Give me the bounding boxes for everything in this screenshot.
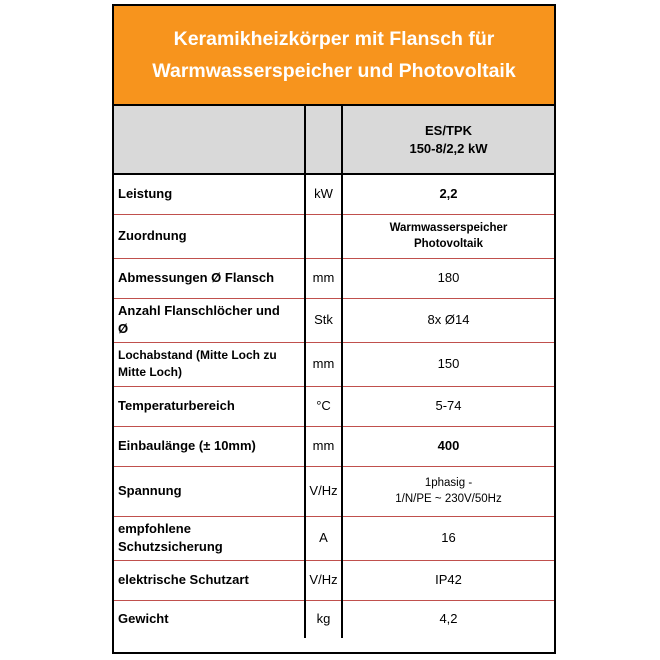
row-label	[114, 342, 305, 386]
row-value: 4,2	[439, 611, 458, 627]
row-unit: mm	[305, 426, 342, 466]
table-row	[114, 516, 554, 560]
row-value	[342, 466, 554, 516]
value-line: Photovoltaik	[413, 238, 483, 250]
row-unit: mm	[305, 258, 342, 298]
table-row	[114, 466, 554, 516]
row-label	[114, 298, 305, 342]
row-unit	[305, 214, 342, 258]
model-variant: 150-8/2,2 kW	[409, 140, 488, 156]
value-line: Warmwasserspeicher	[389, 222, 508, 234]
table-header-row	[114, 106, 554, 174]
header-unit-cell	[305, 106, 342, 174]
spec-table	[114, 106, 554, 638]
label-line: Lochabstand (Mitte Loch zu	[118, 348, 277, 362]
table-row	[114, 386, 554, 426]
row-unit: Stk	[305, 298, 342, 342]
row-label: Einbaulänge (± 10mm)	[114, 426, 305, 466]
value-line: 1phasig -	[424, 477, 473, 489]
label-line: Schutzsicherung	[118, 539, 223, 554]
row-unit: kW	[305, 174, 342, 214]
header-model-cell	[342, 106, 554, 174]
row-value: 150	[342, 342, 554, 386]
label-line: Ø	[118, 321, 129, 336]
row-value: 400	[342, 426, 554, 466]
row-label: Zuordnung	[114, 214, 305, 258]
row-label	[114, 516, 305, 560]
model-name: ES/TPK	[425, 122, 472, 138]
row-label: Temperaturbereich	[114, 386, 305, 426]
label-line: empfohlene	[118, 521, 191, 536]
row-unit: °C	[305, 386, 342, 426]
row-unit: A	[305, 516, 342, 560]
row-unit: V/Hz	[305, 560, 342, 600]
row-value: IP42	[342, 560, 554, 600]
row-value: 8x Ø14	[342, 298, 554, 342]
row-unit: kg	[305, 600, 342, 638]
sheet-title: Keramikheizkörper mit Flansch für Warmwasserspeicher und Photovoltaik	[114, 6, 554, 106]
table-row	[114, 560, 554, 600]
header-label-cell	[114, 106, 305, 174]
table-row	[114, 600, 554, 638]
label-line: Mitte Loch)	[118, 365, 182, 379]
row-label: Gewicht	[114, 600, 305, 638]
row-value: 16	[342, 516, 554, 560]
row-value: 2,2	[342, 174, 554, 214]
row-value	[342, 214, 554, 258]
row-label: elektrische Schutzart	[114, 560, 305, 600]
value-line: 1/N/PE ~ 230V/50Hz	[395, 493, 502, 505]
row-unit: V/Hz	[305, 466, 342, 516]
label-line: Anzahl Flanschlöcher und	[118, 303, 280, 318]
spec-sheet	[112, 4, 556, 654]
table-row	[114, 214, 554, 258]
table-row	[114, 342, 554, 386]
row-value: 180	[342, 258, 554, 298]
table-row	[114, 174, 554, 214]
table-row	[114, 426, 554, 466]
row-label: Spannung	[114, 466, 305, 516]
row-label: Leistung	[114, 174, 305, 214]
row-label: Abmessungen Ø Flansch	[114, 258, 305, 298]
row-value: 5-74	[342, 386, 554, 426]
row-unit: mm	[305, 342, 342, 386]
table-row	[114, 298, 554, 342]
table-row	[114, 258, 554, 298]
